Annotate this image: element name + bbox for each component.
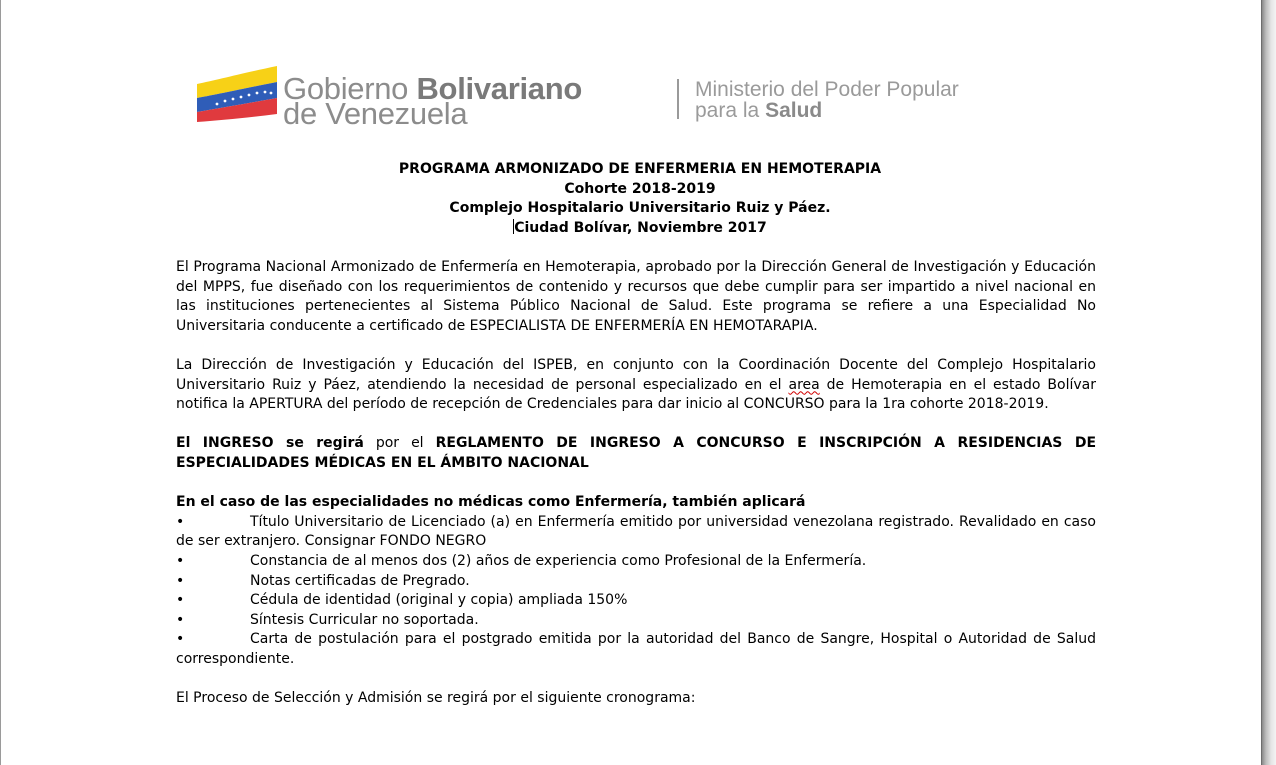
ministry-name-line2: para la Salud (695, 99, 823, 122)
page-right-shadow (1262, 0, 1276, 765)
admission-rule-paragraph[interactable]: El INGRESO se regirá por el REGLAMENTO DE INGRESO A CONCURSO E INSCRIPCIÓN A RESIDENCIAS DE ESPECIALIDADES MÉDICAS EN EL ÁMBITO NACIONAL (176, 435, 1097, 471)
list-item[interactable]: • Cédula de identidad (original y copia) ampliada 150% (176, 591, 1096, 611)
list-item[interactable]: • Título Universitario de Licenciado (a) en Enfermería emitido por universidad venezolana registrado. Revalidado en caso de ser extranjero. Consignar FONDO NEGRO (176, 513, 1096, 550)
government-logo-header (195, 62, 1065, 131)
requirements-list (176, 513, 1096, 670)
bullet-icon: • (176, 572, 185, 589)
bullet-icon: • (176, 513, 185, 530)
document-body[interactable] (176, 258, 1096, 709)
ministry-name-line1: Ministerio del Poder Popular (695, 78, 959, 101)
schedule-intro-paragraph[interactable]: El Proceso de Selección y Admisión se regirá por el siguiente cronograma: (176, 690, 696, 707)
government-name-line2: de Venezuela (283, 96, 468, 131)
list-item[interactable]: • Notas certificadas de Pregrado. (176, 572, 1096, 592)
spelling-error-word[interactable]: area (788, 376, 820, 393)
list-item[interactable]: • Carta de postulación para el postgrado emitida por la autoridad del Banco de Sangre, Hospital o Autoridad de Salud correspondiente. (176, 631, 1096, 667)
document-title-block (300, 160, 980, 239)
hospital-line: Complejo Hospitalario Universitario Ruiz y Páez. (449, 200, 831, 217)
intro-paragraph[interactable]: El Programa Nacional Armonizado de Enfermería en Hemoterapia, aprobado por la Dirección General de Investigación y Educación del MPPS, fue diseñado con los requerimientos de contenido y recursos que debe cumplir para ser impartido a nivel nacional en las instituciones pertenecientes al Sistema Público Nacional de Salud. Este programa se refiere a una Especialidad No Universitaria conducente a certificado de ESPECIALISTA DE ENFERMERÍA EN HEMOTARAPIA. (176, 259, 1096, 334)
bullet-icon: • (176, 552, 185, 569)
place-date-line: Ciudad Bolívar, Noviembre 2017 (514, 220, 767, 237)
bullet-icon: • (176, 631, 185, 648)
list-item[interactable]: • Síntesis Curricular no soportada. (176, 611, 1096, 631)
requirements-heading[interactable]: En el caso de las especialidades no médicas como Enfermería, también aplicará (176, 494, 806, 511)
bullet-icon: • (176, 611, 185, 628)
venezuela-flag-icon (195, 62, 279, 122)
page-left-edge (0, 0, 1, 765)
government-name-line1: Gobierno Bolivariano (283, 71, 582, 106)
bullet-icon: • (176, 592, 185, 609)
cohort-line: Cohorte 2018-2019 (564, 180, 716, 197)
list-item[interactable]: • Constancia de al menos dos (2) años de experiencia como Profesional de la Enfermería. (176, 552, 1096, 572)
program-title: PROGRAMA ARMONIZADO DE ENFERMERIA EN HEMOTERAPIA (398, 161, 882, 177)
logo-divider (677, 79, 679, 119)
announcement-paragraph[interactable]: La Dirección de Investigación y Educación del ISPEB, en conjunto con la Coordinación Docente del Complejo Hospitalario Universitario Ruiz y Páez, atendiendo la necesidad de personal especializado en el area de Hemoterapia en el estado Bolívar notifica la APERTURA del período de recepción de Credenciales para dar inicio al CONCURSO para la 1ra cohorte 2018-2019. (176, 356, 1096, 413)
